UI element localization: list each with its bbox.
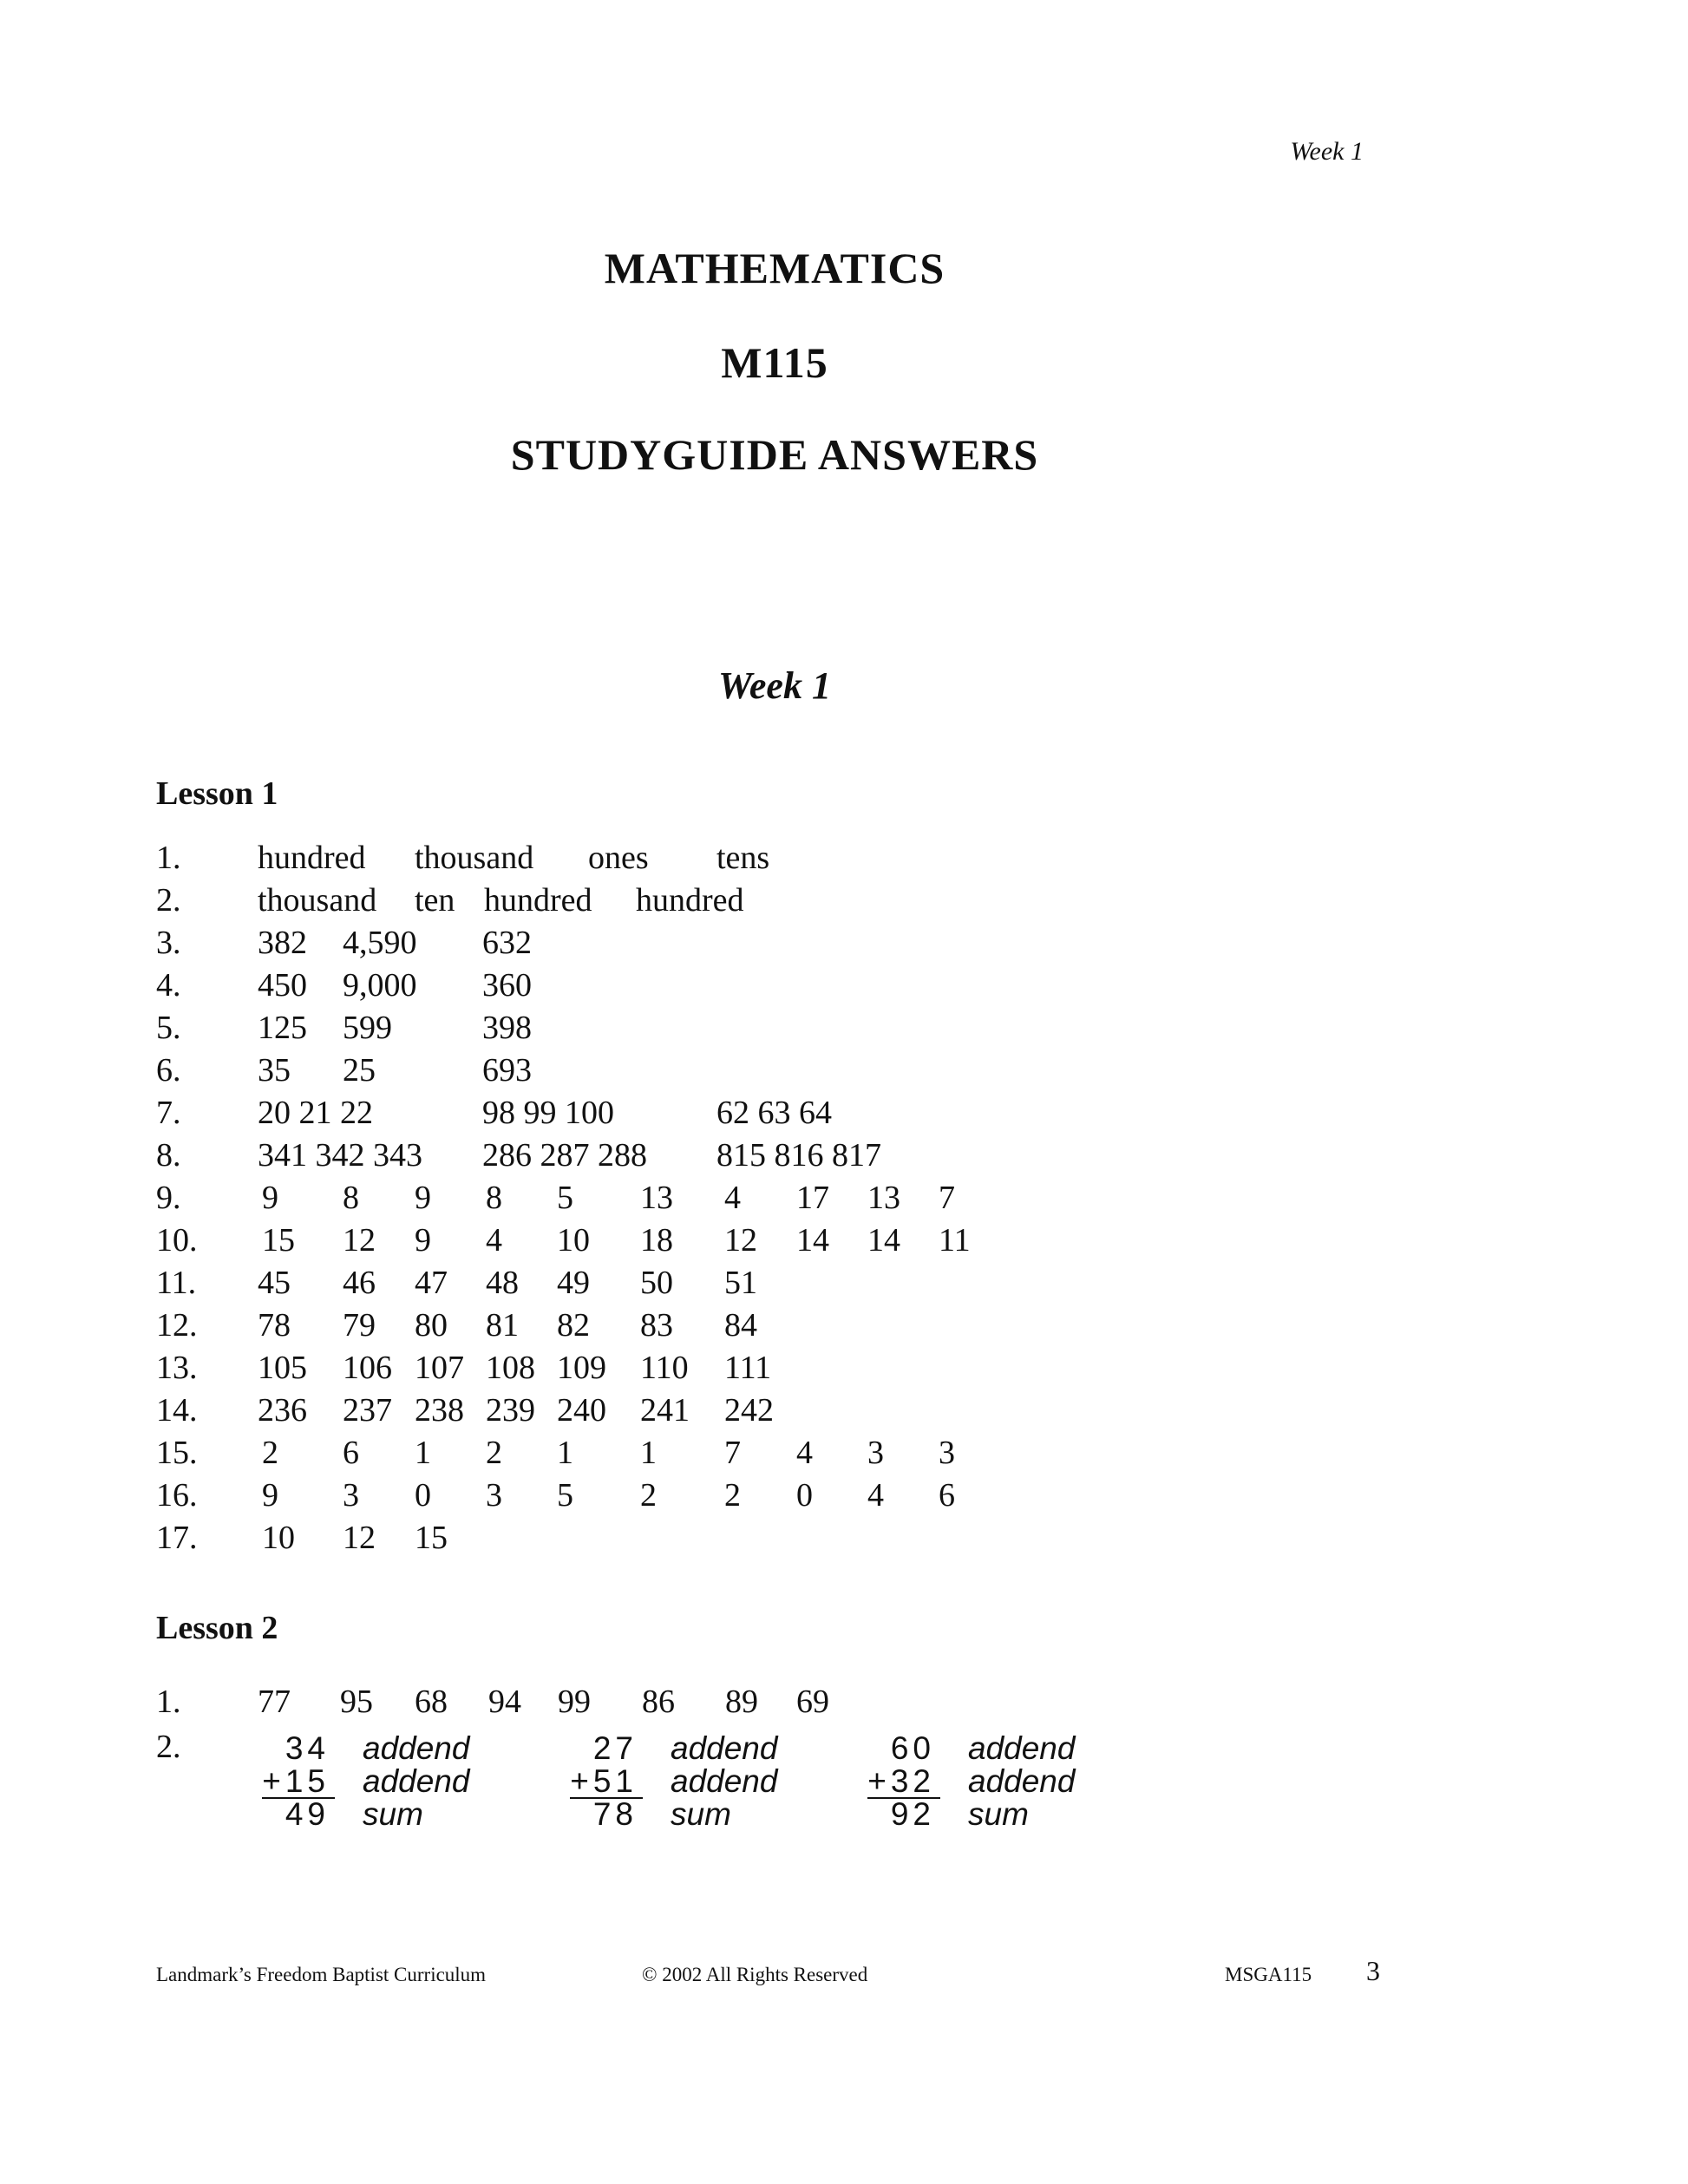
answer-value: 9,000 — [343, 967, 417, 1004]
answer-value: 35 — [258, 1052, 291, 1089]
document-title: MATHEMATICS — [604, 244, 945, 292]
answer-value: 11 — [939, 1222, 971, 1259]
answer-value: 6 — [939, 1477, 955, 1514]
answer-value: 286 287 288 — [482, 1137, 647, 1174]
answer-value: 9 — [262, 1477, 278, 1514]
answer-value: 81 — [486, 1307, 519, 1344]
answer-value: 2 — [486, 1435, 502, 1471]
lesson-2-heading: Lesson 2 — [156, 1610, 278, 1646]
answer-number: 8. — [156, 1137, 181, 1174]
answer-value: thousand — [258, 882, 377, 919]
answer-value: 2 — [262, 1435, 278, 1471]
answer-value: 13 — [867, 1180, 900, 1216]
page-number: 3 — [1366, 1955, 1380, 1986]
answer-value: 2 — [724, 1477, 741, 1514]
answer-value: 5 — [557, 1180, 573, 1216]
answer-value: 237 — [343, 1392, 392, 1429]
answer-number: 11. — [156, 1265, 197, 1301]
answer-number: 16. — [156, 1477, 198, 1514]
answer-value: 45 — [258, 1265, 291, 1301]
answer-value: 69 — [796, 1684, 829, 1720]
answer-value: 815 816 817 — [716, 1137, 881, 1174]
addend-value: +51 — [570, 1763, 638, 1799]
answer-value: 17 — [796, 1180, 829, 1216]
answer-value: 242 — [724, 1392, 774, 1429]
answer-value: 14 — [867, 1222, 900, 1259]
course-code: M115 — [721, 338, 828, 387]
answer-value: 15 — [415, 1520, 448, 1556]
answer-value: 109 — [557, 1350, 606, 1386]
answer-value: 68 — [415, 1684, 448, 1720]
answer-value: 77 — [258, 1684, 291, 1720]
header-week-label: Week 1 — [1290, 137, 1364, 166]
answer-value: hundred — [258, 840, 366, 876]
answer-value: 82 — [557, 1307, 590, 1344]
answer-value: 110 — [640, 1350, 689, 1386]
answer-value: ten — [415, 882, 455, 919]
answer-number: 12. — [156, 1307, 198, 1344]
sum-label: sum — [968, 1796, 1029, 1832]
document-subtitle: STUDYGUIDE ANSWERS — [510, 430, 1039, 479]
answer-value: 341 342 343 — [258, 1137, 422, 1174]
answer-value: 3 — [939, 1435, 955, 1471]
answer-value: 12 — [724, 1222, 757, 1259]
footer-curriculum: Landmark’s Freedom Baptist Curriculum — [156, 1964, 487, 1985]
lesson-1-heading: Lesson 1 — [156, 775, 278, 812]
answer-value: 599 — [343, 1010, 392, 1046]
answer-value: 4 — [867, 1477, 884, 1514]
answer-value: 62 63 64 — [716, 1095, 832, 1131]
answer-value: 20 21 22 — [258, 1095, 373, 1131]
sum-rule — [570, 1797, 643, 1799]
answer-number: 10. — [156, 1222, 198, 1259]
answer-value: 4,590 — [343, 925, 417, 961]
addend-label: addend — [671, 1763, 778, 1799]
answer-value: 693 — [482, 1052, 532, 1089]
answer-value: 360 — [482, 967, 532, 1004]
answer-value: 80 — [415, 1307, 448, 1344]
addend-value: +15 — [262, 1763, 330, 1799]
answer-value: 108 — [486, 1350, 535, 1386]
footer-code: MSGA115 — [1225, 1964, 1312, 1985]
answer-value: 450 — [258, 967, 307, 1004]
addend-label: addend — [968, 1763, 1076, 1799]
answer-value: 125 — [258, 1010, 307, 1046]
answer-value: 7 — [724, 1435, 741, 1471]
answer-number: 3. — [156, 925, 181, 961]
answer-value: 9 — [262, 1180, 278, 1216]
answer-value: 105 — [258, 1350, 307, 1386]
answer-value: 4 — [486, 1222, 502, 1259]
answer-value: 83 — [640, 1307, 673, 1344]
answer-value: 15 — [262, 1222, 295, 1259]
answer-value: 632 — [482, 925, 532, 961]
answer-value: 8 — [343, 1180, 359, 1216]
addend-label: addend — [363, 1730, 470, 1766]
sum-label: sum — [671, 1796, 731, 1832]
addend-label: addend — [968, 1730, 1076, 1766]
answer-value: 398 — [482, 1010, 532, 1046]
answer-value: 86 — [642, 1684, 675, 1720]
answer-value: 1 — [415, 1435, 431, 1471]
answer-value: 3 — [867, 1435, 884, 1471]
answer-number: 5. — [156, 1010, 181, 1046]
answer-value: 3 — [343, 1477, 359, 1514]
answer-number: 2. — [156, 882, 181, 919]
answer-number: 6. — [156, 1052, 181, 1089]
answer-value: tens — [716, 840, 770, 876]
answer-value: 8 — [486, 1180, 502, 1216]
answer-value: 3 — [486, 1477, 502, 1514]
answer-number: 1. — [156, 840, 181, 876]
answer-number: 13. — [156, 1350, 198, 1386]
answer-value: 10 — [262, 1520, 295, 1556]
answer-value: 0 — [415, 1477, 431, 1514]
answer-value: 99 — [558, 1684, 591, 1720]
answer-value: 47 — [415, 1265, 448, 1301]
answer-value: 98 99 100 — [482, 1095, 614, 1131]
answer-value: 382 — [258, 925, 307, 961]
answer-value: 78 — [258, 1307, 291, 1344]
answer-value: 9 — [415, 1222, 431, 1259]
answer-number: 15. — [156, 1435, 198, 1471]
answer-number: 17. — [156, 1520, 198, 1556]
answer-value: 2 — [640, 1477, 657, 1514]
addend-label: addend — [363, 1763, 470, 1799]
answer-value: 241 — [640, 1392, 690, 1429]
answer-number: 4. — [156, 967, 181, 1004]
answer-value: 51 — [724, 1265, 757, 1301]
answer-value: 240 — [557, 1392, 606, 1429]
answer-value: 46 — [343, 1265, 376, 1301]
answer-value: 238 — [415, 1392, 464, 1429]
sum-rule — [262, 1797, 335, 1799]
answer-value: 12 — [343, 1222, 376, 1259]
answer-value: 5 — [557, 1477, 573, 1514]
answer-value: 7 — [939, 1180, 955, 1216]
answer-value: 10 — [557, 1222, 590, 1259]
sum-value: 92 — [890, 1796, 935, 1832]
answer-value: hundred — [484, 882, 592, 919]
answer-value: 236 — [258, 1392, 307, 1429]
answer-value: 84 — [724, 1307, 757, 1344]
answer-value: 25 — [343, 1052, 376, 1089]
answer-value: hundred — [636, 882, 744, 919]
answer-value: 0 — [796, 1477, 813, 1514]
answer-value: 95 — [340, 1684, 373, 1720]
answer-value: 9 — [415, 1180, 431, 1216]
answer-value: 89 — [725, 1684, 758, 1720]
answer-value: 13 — [640, 1180, 673, 1216]
sum-label: sum — [363, 1796, 423, 1832]
sum-value: 78 — [592, 1796, 638, 1832]
answer-value: 12 — [343, 1520, 376, 1556]
answer-number: 1. — [156, 1684, 181, 1720]
sum-rule — [867, 1797, 940, 1799]
answer-value: 79 — [343, 1307, 376, 1344]
answer-value: 239 — [486, 1392, 535, 1429]
answer-value: 106 — [343, 1350, 392, 1386]
answer-value: ones — [588, 840, 649, 876]
answer-value: 111 — [724, 1350, 772, 1386]
answer-value: 48 — [486, 1265, 519, 1301]
answer-value: 6 — [343, 1435, 359, 1471]
addend-value: 60 — [890, 1730, 935, 1766]
addend-value: +32 — [867, 1763, 935, 1799]
answer-value: 4 — [724, 1180, 741, 1216]
answer-number: 7. — [156, 1095, 181, 1131]
addend-value: 27 — [592, 1730, 638, 1766]
answer-value: 4 — [796, 1435, 813, 1471]
answer-value: 1 — [640, 1435, 657, 1471]
addend-label: addend — [671, 1730, 778, 1766]
answer-value: 1 — [557, 1435, 573, 1471]
answer-value: 94 — [488, 1684, 521, 1720]
answer-value: 49 — [557, 1265, 590, 1301]
answer-number: 2. — [156, 1729, 181, 1765]
answer-value: thousand — [415, 840, 534, 876]
sum-value: 49 — [285, 1796, 330, 1832]
answer-value: 50 — [640, 1265, 673, 1301]
addend-value: 34 — [285, 1730, 330, 1766]
answer-number: 9. — [156, 1180, 181, 1216]
answer-value: 14 — [796, 1222, 829, 1259]
answer-value: 18 — [640, 1222, 673, 1259]
answer-value: 107 — [415, 1350, 464, 1386]
week-heading: Week 1 — [718, 664, 831, 707]
answer-number: 14. — [156, 1392, 198, 1429]
footer-copyright: © 2002 All Rights Reserved — [642, 1964, 868, 1985]
